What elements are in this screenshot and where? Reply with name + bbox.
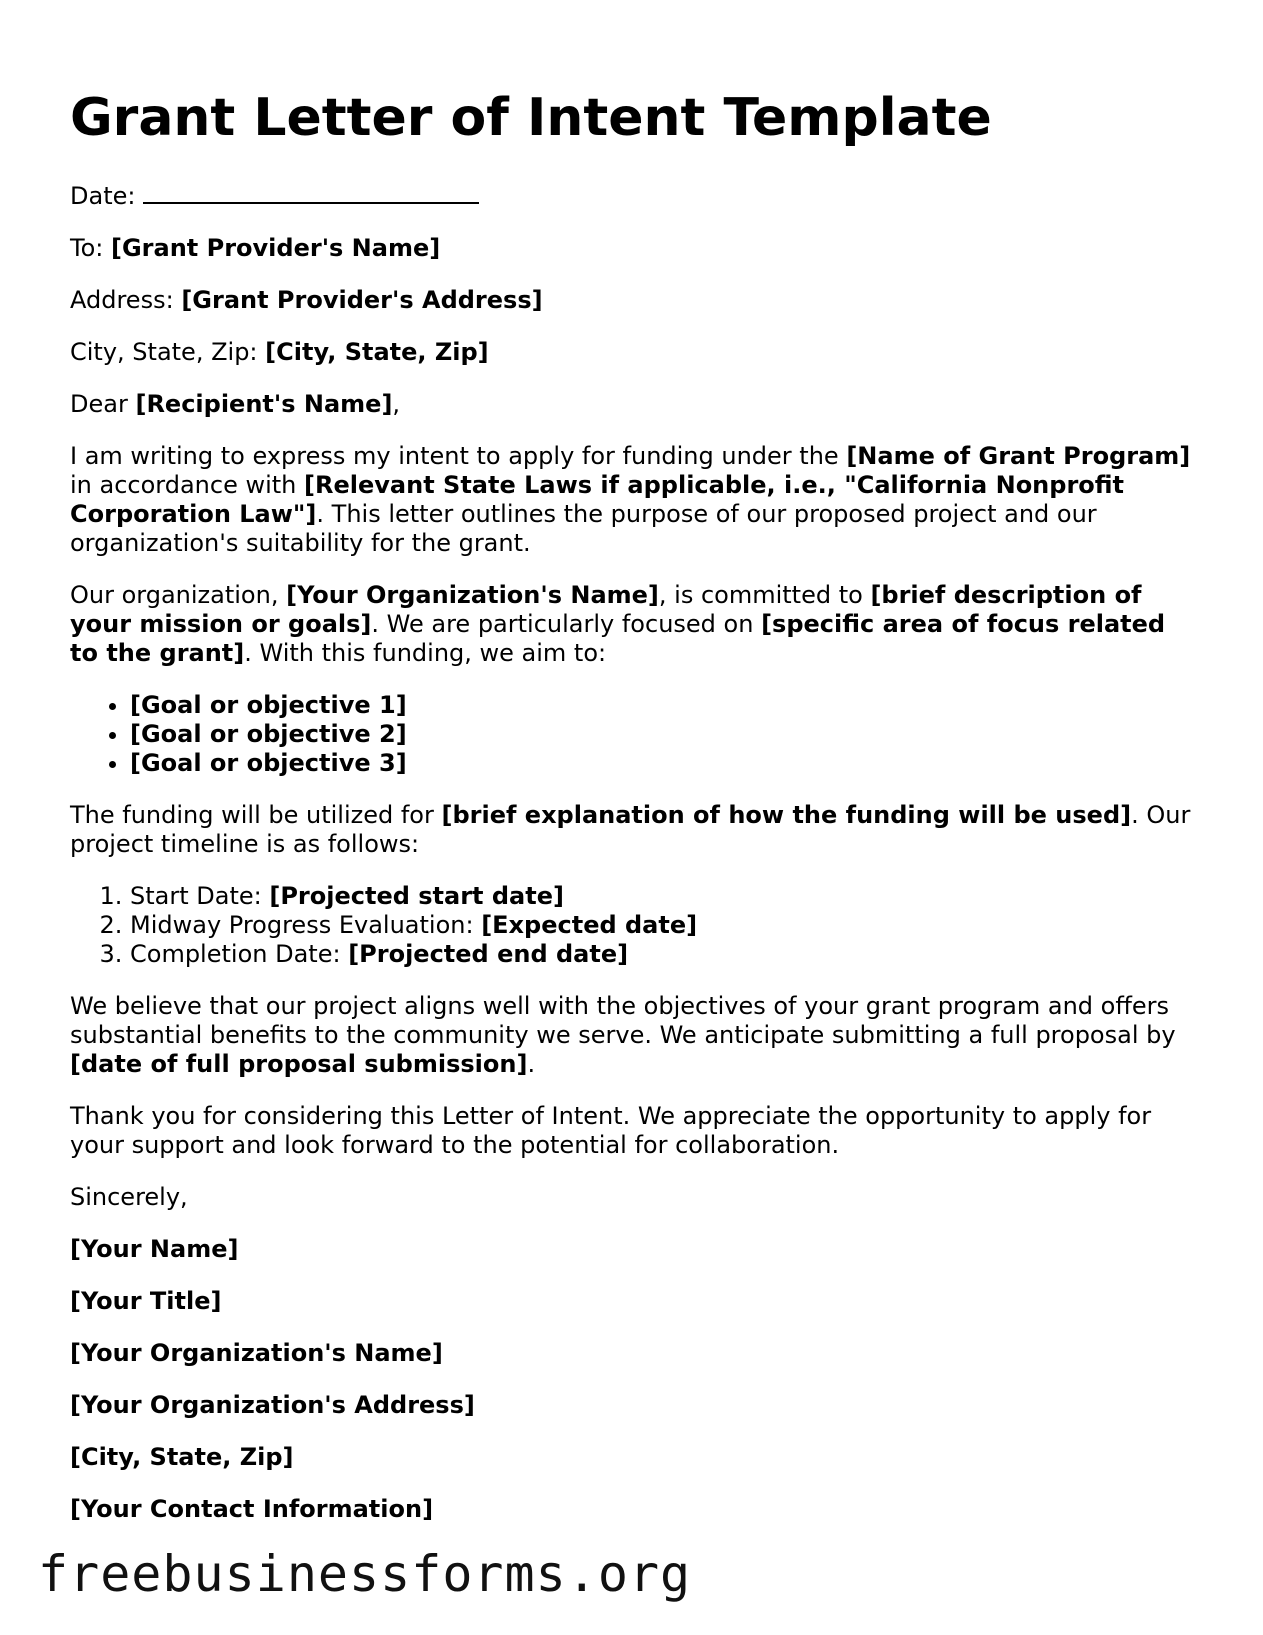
goal-text: [Goal or objective 2] — [130, 720, 407, 748]
timeline-label: Completion Date: — [130, 940, 341, 968]
signature-organization — [70, 1339, 1200, 1368]
signature-name — [70, 1235, 1200, 1264]
timeline-value: [Expected date] — [481, 911, 698, 939]
timeline-label: Midway Progress Evaluation: — [130, 911, 474, 939]
thanks-paragraph: Thank you for considering this Letter of Intent. We appreciate the opportunity to apply for your support and look forward to the potential for collaboration. — [70, 1102, 1152, 1159]
date-blank-field[interactable] — [143, 180, 479, 204]
proposal-date-placeholder: [date of full proposal submission] — [70, 1050, 528, 1078]
to-line — [70, 234, 1200, 263]
text-segment: We believe that our project aligns well with the objectives of your grant program and offers substantial benefits to the community we serve. We anticipate submitting a full proposal by — [70, 992, 1176, 1049]
list-item — [130, 720, 1200, 749]
salutation-prefix: Dear — [70, 390, 128, 418]
page-title: Grant Letter of Intent Template — [70, 88, 992, 148]
text-segment: , is committed to — [658, 581, 863, 609]
closing: Sincerely, — [70, 1183, 188, 1211]
signature-line: [Your Contact Information] — [70, 1495, 434, 1523]
list-item — [130, 940, 1200, 969]
goal-text: [Goal or objective 1] — [130, 691, 407, 719]
timeline-value: [Projected start date] — [269, 882, 564, 910]
salutation-suffix: , — [392, 390, 401, 418]
address-label: Address: — [70, 286, 174, 314]
signature-address — [70, 1391, 1200, 1420]
date-label: Date: — [70, 182, 136, 210]
text-segment: in accordance with — [70, 471, 297, 499]
list-item — [130, 691, 1200, 720]
organization-paragraph — [70, 581, 1200, 668]
watermark: freebusinessforms.org — [38, 1545, 692, 1603]
focus-area-placeholder: [specific area of focus related to the grant] — [70, 610, 1166, 667]
to-value: [Grant Provider's Name] — [111, 234, 441, 262]
signature-line: [Your Organization's Name] — [70, 1339, 443, 1367]
salutation — [70, 390, 1200, 419]
timeline-list — [70, 882, 1200, 969]
to-label: To: — [70, 234, 104, 262]
timeline-value: [Projected end date] — [348, 940, 629, 968]
text-segment: . — [527, 1050, 536, 1078]
recipient-name: [Recipient's Name] — [135, 390, 393, 418]
list-item — [130, 749, 1200, 778]
timeline-label: Start Date: — [130, 882, 262, 910]
date-line — [70, 180, 1200, 211]
city-line — [70, 338, 1200, 367]
signature-line: [Your Title] — [70, 1287, 222, 1315]
funding-use-placeholder: [brief explanation of how the funding will be used] — [441, 801, 1132, 829]
alignment-paragraph — [70, 992, 1200, 1079]
organization-name-placeholder: [Your Organization's Name] — [286, 581, 659, 609]
text-segment: I am writing to express my intent to apply for funding under the — [70, 442, 839, 470]
text-segment: The funding will be utilized for — [70, 801, 434, 829]
text-segment: . Our project timeline is as follows: — [70, 801, 1191, 858]
signature-line: [Your Name] — [70, 1235, 239, 1263]
address-value: [Grant Provider's Address] — [181, 286, 543, 314]
signature-line: [City, State, Zip] — [70, 1443, 294, 1471]
text-segment: Our organization, — [70, 581, 279, 609]
mission-placeholder: [brief description of your mission or goals] — [70, 581, 1142, 638]
text-segment: . We are particularly focused on — [371, 610, 754, 638]
grant-program-placeholder: [Name of Grant Program] — [846, 442, 1191, 470]
signature-city — [70, 1443, 1200, 1472]
city-label: City, State, Zip: — [70, 338, 258, 366]
goals-list — [70, 691, 1200, 778]
list-item — [130, 911, 1200, 940]
signature-title — [70, 1287, 1200, 1316]
signature-contact — [70, 1495, 1200, 1524]
state-laws-placeholder: [Relevant State Laws if applicable, i.e., "California Nonprofit Corporation Law"] — [70, 471, 1125, 528]
signature-line: [Your Organization's Address] — [70, 1391, 475, 1419]
city-value: [City, State, Zip] — [265, 338, 489, 366]
letter-page — [70, 0, 1200, 1547]
funding-paragraph — [70, 801, 1200, 859]
intent-paragraph — [70, 442, 1200, 558]
address-line — [70, 286, 1200, 315]
goal-text: [Goal or objective 3] — [130, 749, 407, 777]
list-item — [130, 882, 1200, 911]
text-segment: . With this funding, we aim to: — [244, 639, 607, 667]
text-segment: . This letter outlines the purpose of our proposed project and our organization's suitability for the grant. — [70, 500, 1097, 557]
